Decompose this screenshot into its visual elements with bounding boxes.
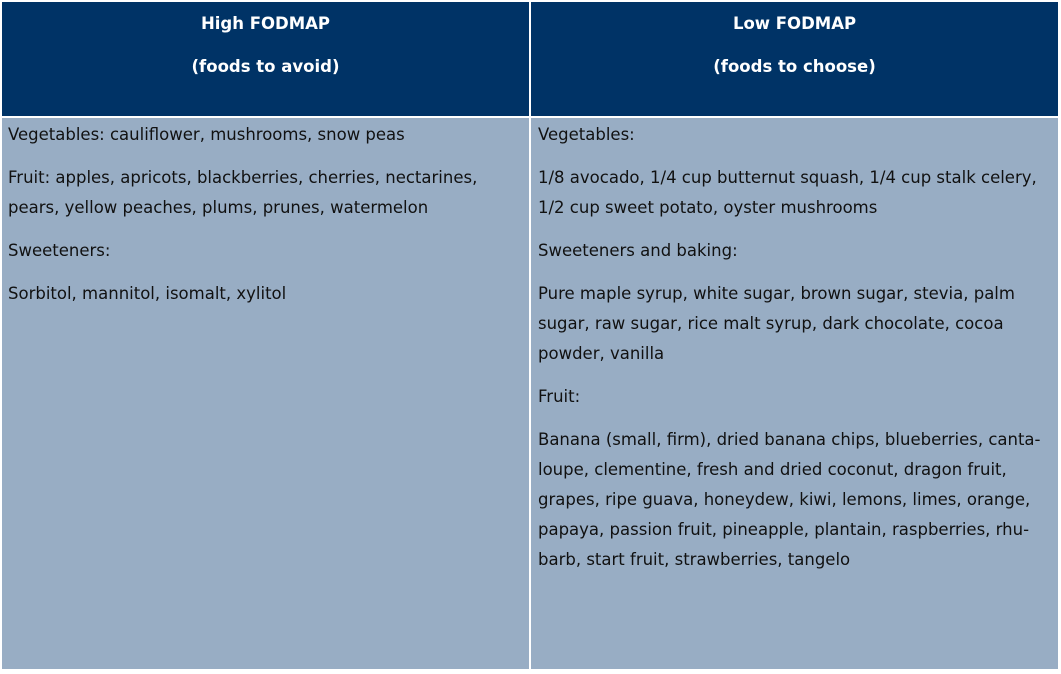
header-high-subtitle: (foods to avoid) — [191, 57, 340, 76]
high-sweeteners-list: Sorbitol, mannitol, isomalt, xylitol — [8, 284, 287, 303]
header-low-fodmap — [531, 2, 1058, 116]
low-fruit-heading: Fruit: — [538, 387, 581, 406]
header-high-title: High FODMAP — [200, 14, 331, 33]
low-vegetables-list: 1/8 avocado, 1/4 cup butternut squash, 1/4 cup stalk celery, 1/2 cup sweet potato, oyster mushrooms — [538, 168, 1037, 217]
low-vegetables-heading: Vegetables: — [538, 125, 635, 144]
low-fruit-list: Banana (small, firm), dried banana chips, blueberries, canta-loupe, clementine, fresh and dried coconut, dragon fruit, grapes, ripe guava, honeydew, kiwi, lemons, limes, orange, papaya, passion fruit, pineapple, plantain, raspberries, rhu-barb, start fruit, strawberries, tangelo — [538, 430, 1041, 569]
header-low-title: Low FODMAP — [732, 14, 857, 33]
fodmap-table — [2, 2, 1058, 671]
low-fodmap-cell — [531, 118, 1058, 669]
high-fruit: Fruit: apples, apricots, blackberries, cherries, nectarines, pears, yellow peaches, plums, prunes, watermelon — [8, 168, 478, 217]
low-sweeteners-heading: Sweeteners and baking: — [538, 241, 738, 260]
high-sweeteners-heading: Sweeteners: — [8, 241, 111, 260]
high-vegetables: Vegetables: cauliflower, mushrooms, snow peas — [8, 125, 405, 144]
header-low-subtitle: (foods to choose) — [713, 57, 876, 76]
header-high-fodmap — [2, 2, 529, 116]
low-sweeteners-list: Pure maple syrup, white sugar, brown sugar, stevia, palm sugar, raw sugar, rice malt syrup, dark chocolate, cocoa powder, vanilla — [538, 284, 1015, 363]
high-fodmap-cell — [2, 118, 529, 669]
